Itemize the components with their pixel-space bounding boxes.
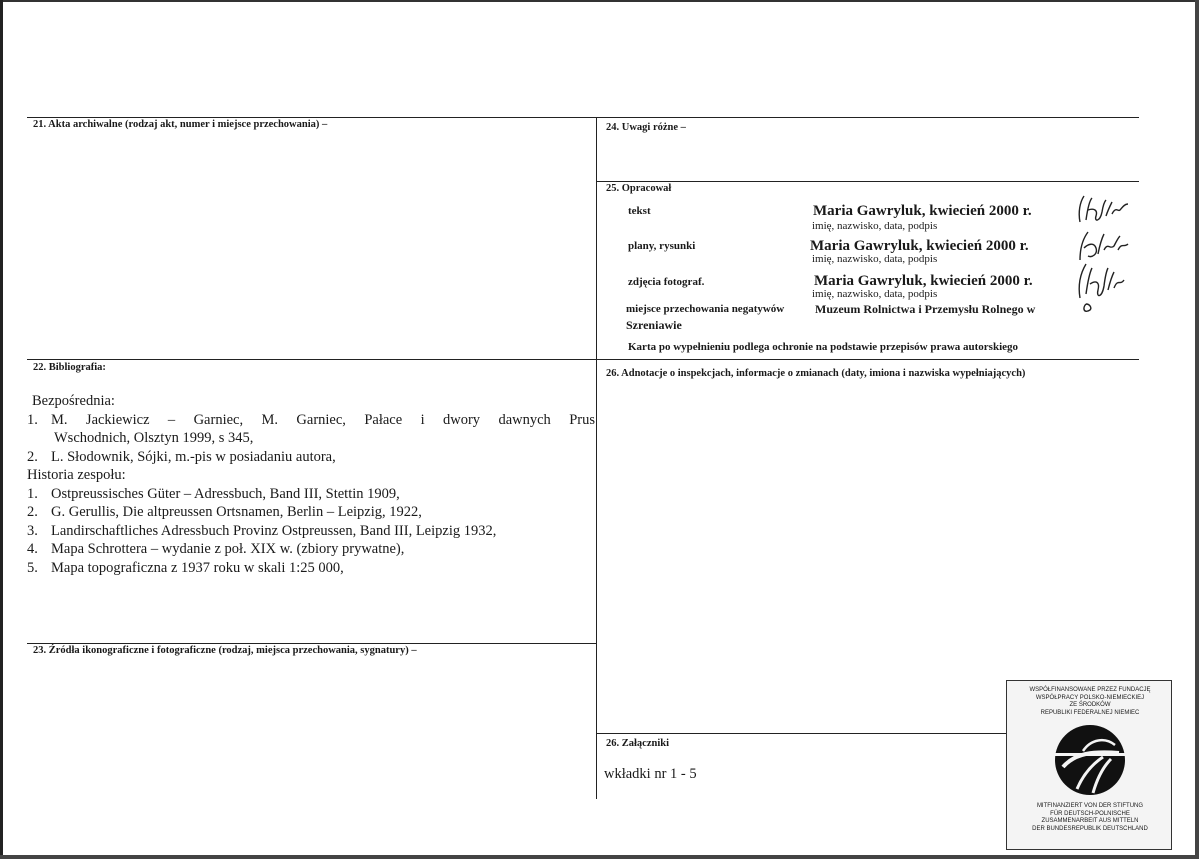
item-text: G. Gerullis, Die altpreussen Ortsnamen, Berlin – Leipzig, 1922, (51, 504, 422, 520)
right-rule-25 (596, 181, 1139, 182)
author-name-zdjecia: Maria Gawryluk, kwiecień 2000 r. (814, 273, 1033, 289)
right-rule-26b (596, 733, 1006, 734)
item-number: 4. (27, 541, 38, 557)
item-number: 1. (27, 485, 38, 502)
stamp-line: ZE ŚRODKÓW (1069, 702, 1111, 708)
hint-plany: imię, nazwisko, data, podpis (812, 253, 938, 265)
hint-zdjecia: imię, nazwisko, data, podpis (812, 288, 938, 300)
role-zdjecia: zdjęcia fotograf. (628, 276, 705, 288)
hint-tekst: imię, nazwisko, data, podpis (812, 220, 938, 232)
item-text: L. Słodownik, Sójki, m.-pis w posiadaniu autora, (51, 448, 336, 465)
copyright-note: Karta po wypełnieniu podlega ochronie na podstawie przepisów prawa autorskiego (628, 341, 1019, 353)
history-heading-text: Historia zespołu: (27, 467, 126, 483)
middle-rule (27, 359, 1139, 360)
stamp-line: WSPÓŁPRACY POLSKO-NIEMIECKIEJ (1035, 694, 1145, 701)
signature-3 (1072, 258, 1132, 318)
section-23-label: 23. Źródła ikonograficzne i fotograficzne (rodzaj, miejsca przechowania, sygnatury) – (33, 645, 417, 656)
item-number: 3. (27, 522, 38, 539)
direct-heading (32, 392, 597, 411)
top-rule (27, 117, 1139, 118)
list-item (27, 448, 597, 467)
stamp-line: ZUSAMMENARBEIT AUS MITTELN (1041, 818, 1139, 824)
page-right-edge (1195, 0, 1199, 859)
section-21-label: 21. Akta archiwalne (rodzaj akt, numer i miejsce przechowania) – (33, 119, 328, 130)
direct-heading-text: Bezpośrednia: (32, 393, 115, 409)
foundation-stamp (1006, 680, 1172, 850)
section-25-label: 25. Opracował (606, 183, 672, 194)
author-name-plany: Maria Gawryluk, kwiecień 2000 r. (810, 238, 1029, 254)
item-text: Landirschaftliches Adressbuch Provinz Ostpreussen, Band III, Leipzig 1932, (51, 522, 497, 539)
item-text: Mapa topograficzna z 1937 roku w skali 1:25 000, (51, 559, 344, 576)
page-top-edge (0, 0, 1199, 40)
page-left-edge (0, 0, 3, 859)
list-item (27, 559, 597, 578)
foundation-logo-icon (1053, 723, 1127, 797)
bibliography-list (27, 392, 597, 577)
item-text: Ostpreussisches Güter – Adressbuch, Band III, Stettin 1909, (51, 485, 400, 502)
list-item (27, 411, 595, 430)
item-number: 2. (27, 448, 38, 465)
list-item-continuation (27, 429, 597, 448)
storage-value-line1: Muzeum Rolnictwa i Przemysłu Rolnego w (815, 302, 1036, 316)
stamp-top-text (1007, 687, 1173, 717)
stamp-line: WSPÓŁFINANSOWANE PRZEZ FUNDACJĘ (1029, 687, 1151, 693)
list-item (27, 503, 597, 522)
item-number: 1. (27, 411, 38, 428)
list-item (27, 540, 597, 559)
stamp-line: MITFINANZIERT VON DER STIFTUNG (1036, 803, 1144, 809)
item-text: Wschodnich, Olsztyn 1999, s 345, (54, 430, 254, 446)
section-26-attachments-label: 26. Załączniki (606, 738, 670, 749)
stamp-line: FÜR DEUTSCH-POLNISCHE (1050, 810, 1130, 817)
history-heading (27, 466, 597, 485)
storage-value-line2: Szreniawie (626, 318, 682, 332)
section-24-label: 24. Uwagi różne – (606, 122, 686, 133)
author-name-tekst: Maria Gawryluk, kwiecień 2000 r. (813, 203, 1032, 219)
list-item (27, 485, 597, 504)
left-rule-23 (27, 643, 596, 644)
list-item (27, 522, 597, 541)
item-text: Mapa Schrottera – wydanie z poł. XIX w. (zbiory prywatne), (51, 541, 405, 557)
item-text: M. Jackiewicz – Garniec, M. Garniec, Pałace i dwory dawnych Prus (51, 411, 595, 428)
item-number: 5. (27, 559, 38, 576)
item-number: 2. (27, 504, 38, 520)
stamp-line: DER BUNDESREPUBLIK DEUTSCHLAND (1032, 825, 1148, 832)
storage-label: miejsce przechowania negatywów (626, 303, 785, 315)
stamp-line: REPUBLIKI FEDERALNEJ NIEMIEC (1040, 709, 1140, 716)
role-tekst: tekst (628, 205, 651, 217)
signature-1 (1072, 192, 1132, 228)
attachments-value: wkładki nr 1 - 5 (604, 766, 697, 782)
section-22-label: 22. Bibliografia: (33, 362, 106, 373)
role-plany-rysunki: plany, rysunki (628, 240, 696, 252)
stamp-bottom-text (1007, 803, 1173, 833)
page-bottom-edge (0, 855, 1199, 859)
section-26-annotations-label: 26. Adnotacje o inspekcjach, informacje o zmianach (daty, imiona i nazwiska wypełniających) (606, 368, 1026, 379)
